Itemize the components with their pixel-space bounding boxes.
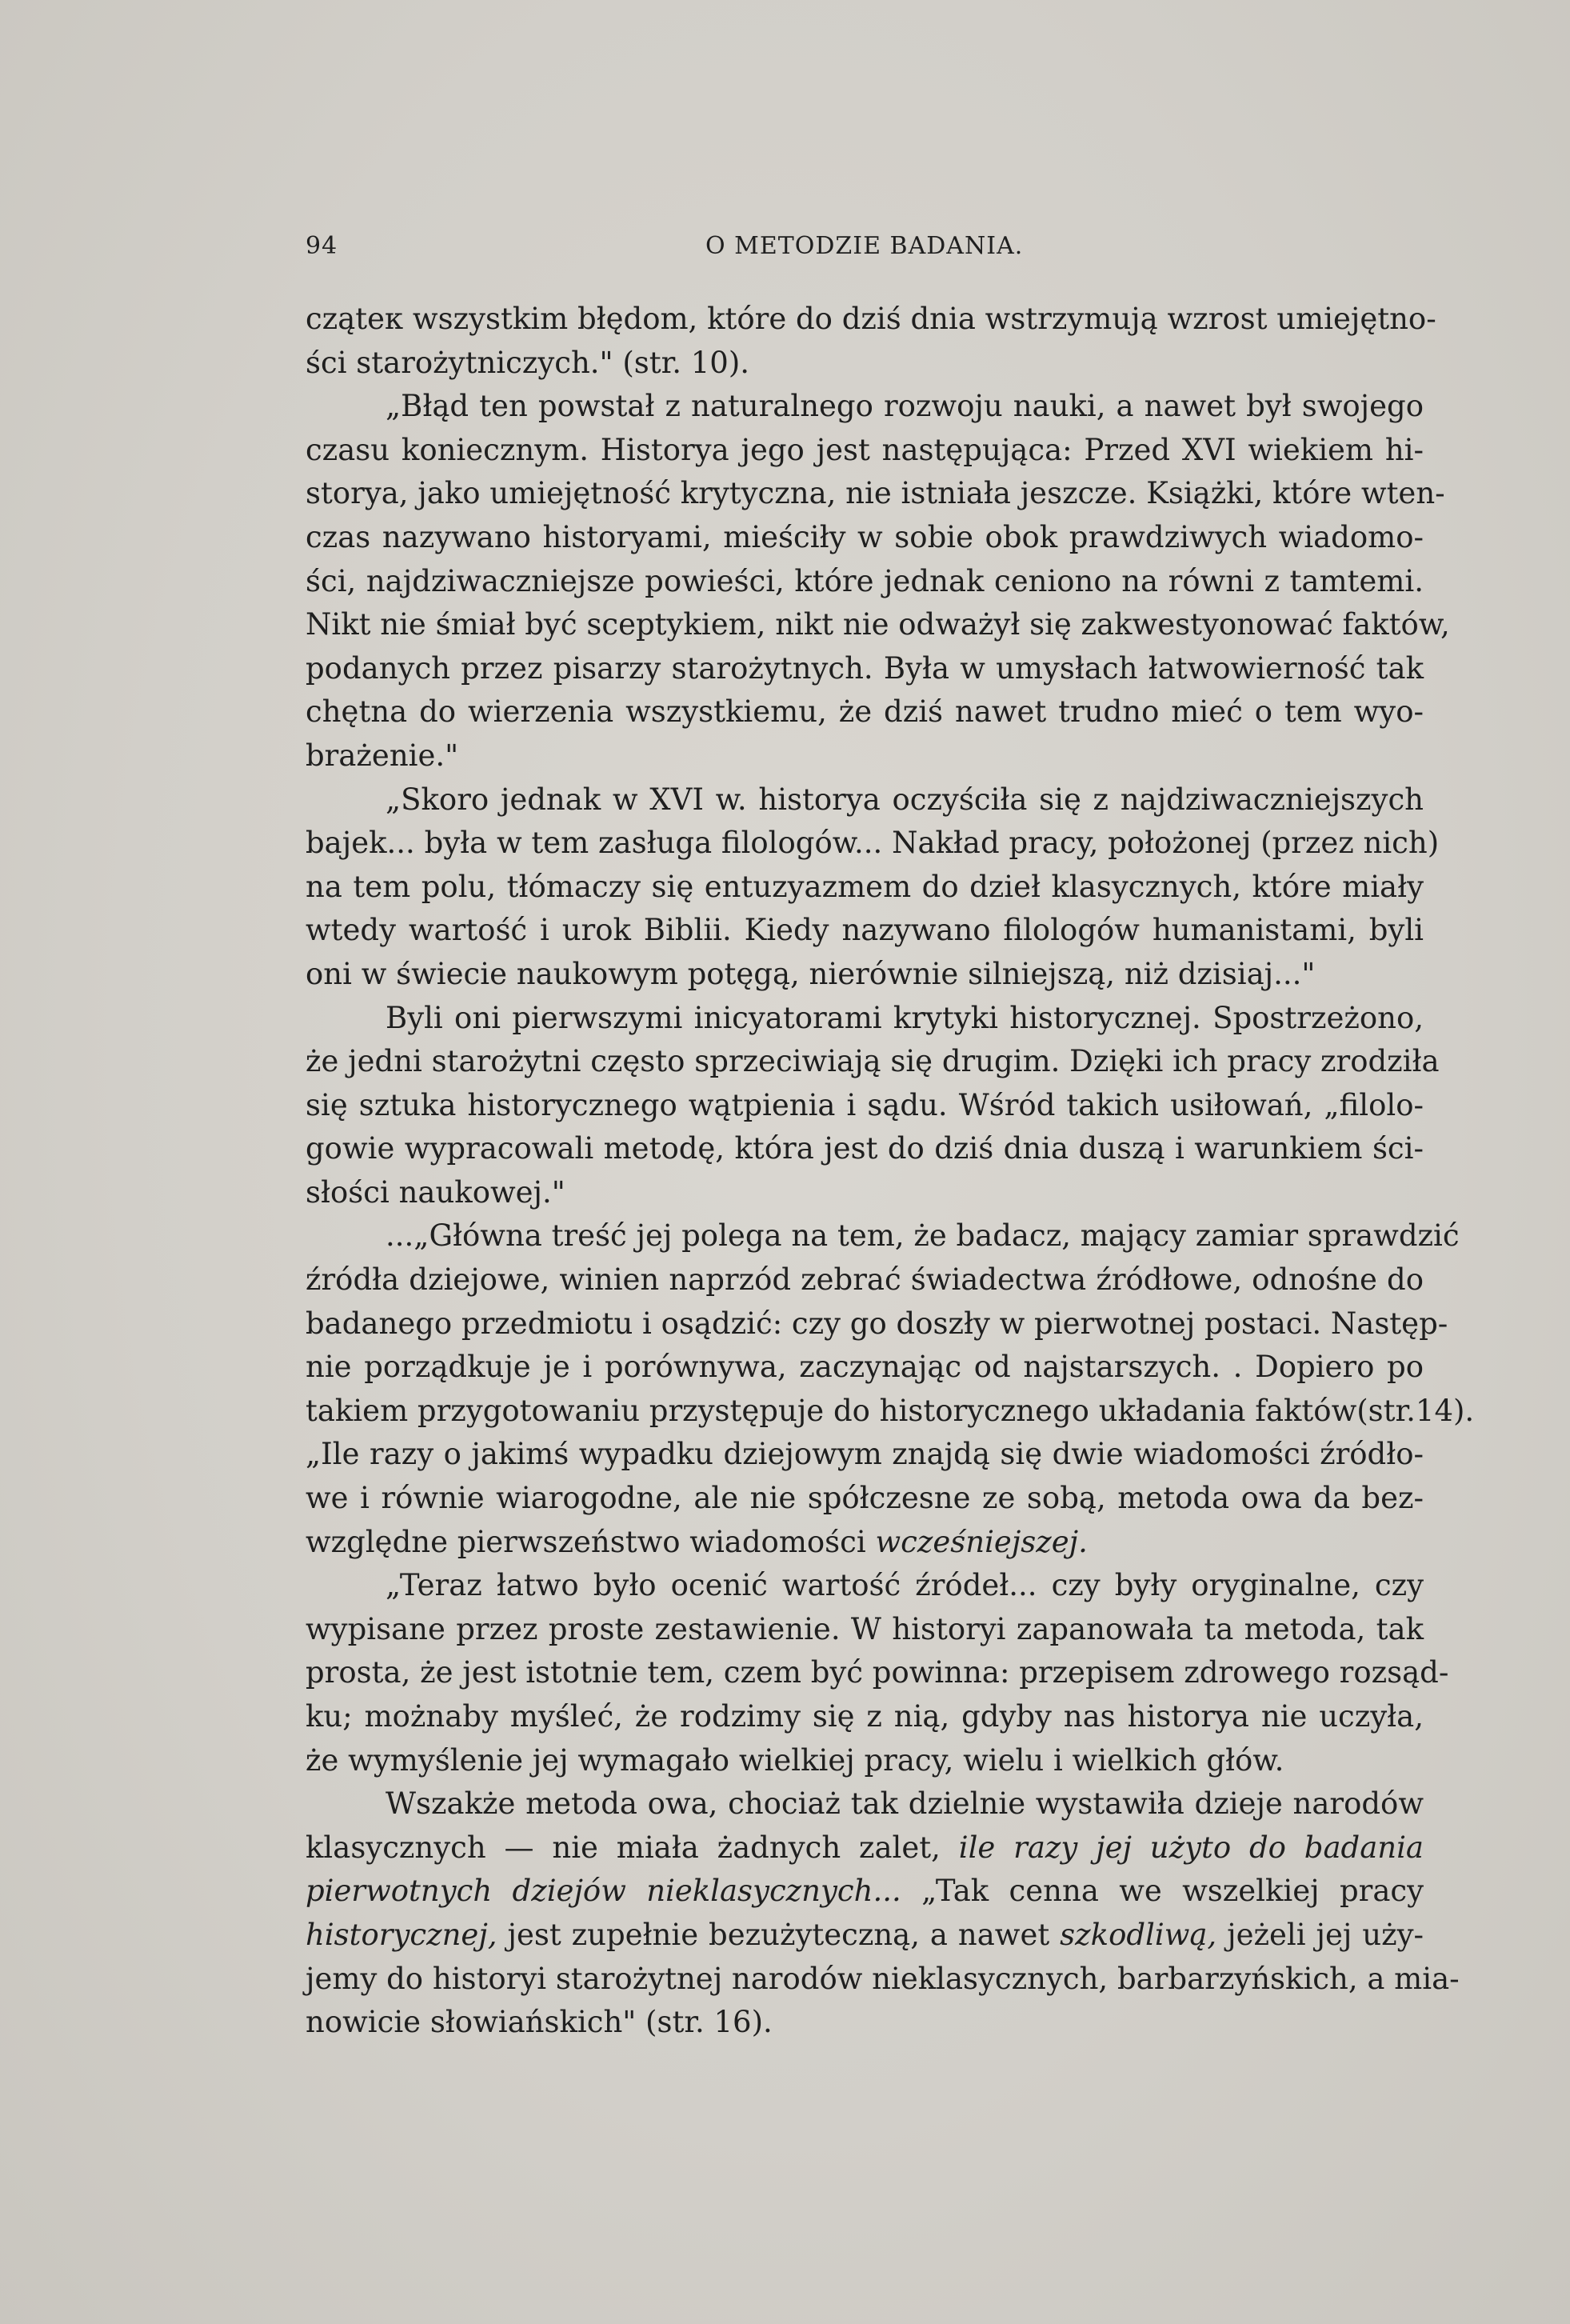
- text-line: „Ile razy o jakimś wypadku dziejowym znajdą się dwie wiadomości źródło-: [306, 1437, 1424, 1472]
- text-span: względne pierwszeństwo wiadomości: [306, 1524, 876, 1559]
- text-line: Byli oni pierwszymi inicyatorami krytyki historycznej. Spostrzeżono,: [386, 1000, 1424, 1035]
- text-line: ku; możnaby myśleć, że rodzimy się z nią, gdyby nas historya nie uczyła,: [306, 1699, 1424, 1734]
- text-line: „Błąd ten powstał z naturalnego rozwoju nauki, a nawet był swojego: [386, 389, 1424, 424]
- text-line: źródła dziejowe, winien naprzód zebrać świadectwa źródłowe, odnośne do: [306, 1262, 1424, 1298]
- text-line: na tem polu, tłómaczy się entuzyazmem do dzieł klasycznych, które miały: [306, 869, 1424, 904]
- text-line: we i równie wiarogodne, ale nie spółczesne ze sobą, metoda owa da bez-: [306, 1481, 1424, 1516]
- text-line: czasu koniecznym. Historya jego jest następująca: Przed XVI wiekiem hi-: [306, 432, 1424, 467]
- italic-span: historycznej,: [306, 1917, 497, 1952]
- text-line: wtedy wartość i urok Biblii. Kiedy nazywano filologów humanistami, byli: [306, 913, 1424, 948]
- text-line: chętna do wierzenia wszystkiemu, że dziś nawet trudno mieć o tem wyo-: [306, 694, 1424, 730]
- text-line: nowicie słowiańskich" (str. 16).: [306, 2005, 773, 2040]
- text-line: storya, jako umiejętność krytyczna, nie istniała jeszcze. Książki, które wten-: [306, 476, 1445, 511]
- text-line: [306, 1826, 1424, 1870]
- text-line: [306, 1870, 1424, 1914]
- text-span: klasycznych — nie miała żadnych zalet,: [306, 1830, 959, 1865]
- text-line: wypisane przez proste zestawienie. W historyi zapanowała ta metoda, tak: [306, 1611, 1424, 1646]
- text-line: czas nazywano historyami, mieściły w sobie obok prawdziwych wiadomo-: [306, 519, 1424, 554]
- text-line: „Skoro jednak w XVI w. historya oczyściła się z najdziwaczniejszych: [386, 782, 1424, 817]
- text-span: jeżeli jej uży-: [1216, 1917, 1424, 1952]
- text-line: nie porządkuje je i porównywa, zaczynając od najstarszych. . Dopiero po: [306, 1350, 1424, 1385]
- italic-span: ile razy jej użyto do badania: [958, 1830, 1424, 1865]
- text-line: że jedni starożytni często sprzeciwiają się drugim. Dzięki ich pracy zrodziła: [306, 1044, 1440, 1079]
- text-line: podanych przez pisarzy starożytnych. Była w umysłach łatwowierność tak: [306, 650, 1424, 686]
- text-line: Nikt nie śmiał być sceptykiem, nikt nie odważył się zakwestyonować faktów,: [306, 607, 1450, 642]
- text-line: prosta, że jest istotnie tem, czem być powinna: przepisem zdrowego rozsąd-: [306, 1655, 1449, 1690]
- text-line: jemy do historyi starożytnej narodów nieklasycznych, barbarzyńskich, a mia-: [306, 1961, 1460, 1996]
- text-line: ści starożytniczych." (str. 10).: [306, 345, 750, 380]
- text-line: oni w świecie naukowym potęgą, nierównie silniejszą, niż dzisiaj...": [306, 956, 1316, 991]
- italic-span: szkodliwą,: [1060, 1917, 1217, 1952]
- text-line: słości naukowej.": [306, 1174, 565, 1210]
- running-title: O METODZIE BADANIA.: [705, 232, 1024, 260]
- text-line: brażenie.": [306, 738, 459, 773]
- text-line: się sztuka historycznego wątpienia i sądu. Wśród takich usiłowań, „filolo-: [306, 1087, 1424, 1122]
- page-number: 94: [306, 232, 338, 260]
- page-header: [306, 232, 1425, 272]
- text-span: „Tak cenna we wszelkiej pracy: [901, 1874, 1424, 1909]
- text-line: gowie wypracowali metodę, która jest do dziś dnia duszą i warunkiem ści-: [306, 1131, 1424, 1166]
- text-line: bajek... była w tem zasługa filologów... Nakład pracy, położonej (przez nich): [306, 826, 1440, 861]
- text-line: Wszakże metoda owa, chociaż tak dzielnie wystawiła dzieje narodów: [386, 1786, 1424, 1822]
- text-line: takiem przygotowaniu przystępuje do historycznego układania faktów(str.14).: [306, 1393, 1475, 1428]
- text-line: [306, 1521, 1424, 1565]
- body-text: [306, 298, 1475, 2045]
- text-line: że wymyślenie jej wymagało wielkiej pracy, wielu i wielkich głów.: [306, 1742, 1284, 1778]
- text-line: badanego przedmiotu i osądzić: czy go doszły w pierwotnej postaci. Następ-: [306, 1306, 1448, 1341]
- text-line: ...„Główna treść jej polega na tem, że badacz, mający zamiar sprawdzić: [386, 1218, 1460, 1254]
- text-line: [306, 1914, 1424, 1958]
- text-line: cząteк wszystkim błędom, które do dziś dnia wstrzymują wzrost umiejętno-: [306, 302, 1436, 336]
- italic-span: wcześniejszej.: [875, 1524, 1088, 1559]
- italic-span: pierwotnych dziejów nieklasycznych...: [306, 1874, 901, 1909]
- text-line: „Teraz łatwo było ocenić wartość źródeł... czy były oryginalne, czy: [386, 1568, 1424, 1603]
- text-line: ści, najdziwaczniejsze powieści, które jednak ceniono na równi z tamtemi.: [306, 563, 1424, 598]
- text-span: jest zupełnie bezużyteczną, a nawet: [497, 1917, 1061, 1952]
